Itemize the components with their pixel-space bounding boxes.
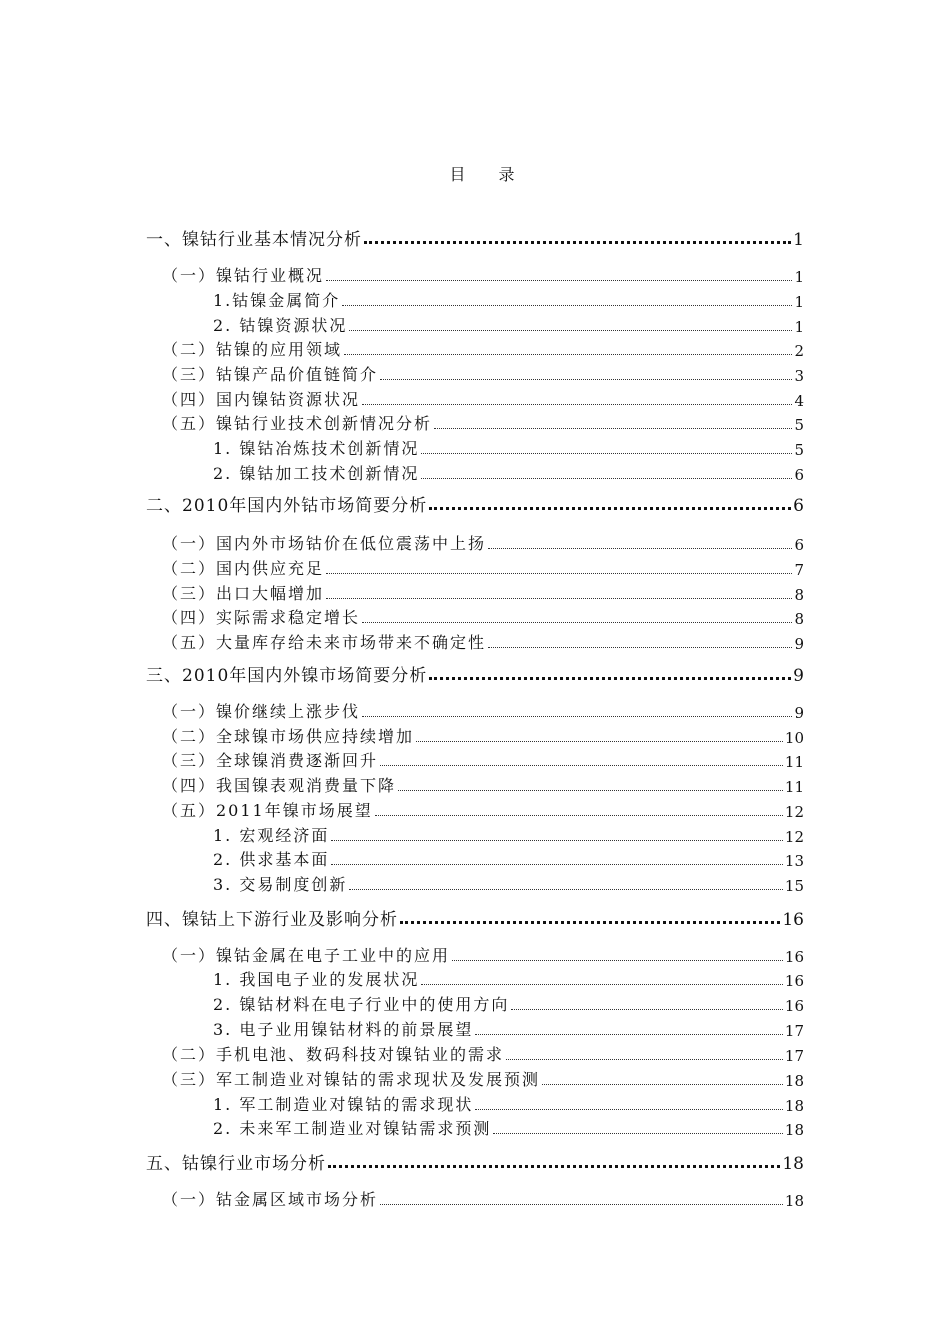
toc-entry-label: （三）全球镍消费逐渐回升	[162, 751, 379, 770]
toc-entry-page-number: 1	[794, 268, 804, 286]
toc-entry-label: 2. 未来军工制造业对镍钴需求预测	[213, 1119, 492, 1138]
toc-entry-page-number: 1	[794, 293, 804, 311]
toc-entry-page-number: 10	[784, 729, 804, 747]
toc-entry[interactable]	[0, 386, 950, 410]
toc-entry[interactable]	[0, 942, 950, 966]
toc-entry[interactable]	[0, 410, 950, 434]
toc-title: 目 录	[449, 165, 529, 184]
toc-entry-page-number: 18	[784, 1192, 804, 1210]
dot-leader	[493, 1133, 783, 1134]
toc-entry-label: （三）钴镍产品价值链简介	[162, 365, 379, 384]
toc-entry-label: 1.钴镍金属简介	[213, 291, 341, 310]
dot-leader	[475, 1109, 783, 1110]
toc-entry-page-number: 3	[794, 367, 804, 385]
toc-entry[interactable]	[0, 797, 950, 821]
toc-entry-label: （二）国内供应充足	[162, 559, 325, 578]
toc-entry-page-number: 18	[784, 1097, 804, 1115]
toc-entry[interactable]	[0, 772, 950, 796]
dot-leader	[328, 1165, 780, 1168]
dot-leader	[429, 507, 791, 510]
toc-entry[interactable]	[0, 312, 950, 336]
dot-leader	[331, 840, 783, 841]
toc-entry-label: （四）我国镍表观消费量下降	[162, 776, 397, 795]
toc-entry-page-number: 15	[784, 877, 804, 895]
toc-entry-page-number: 6	[793, 496, 804, 516]
dot-leader	[349, 330, 792, 331]
toc-entry-label: 2. 镍钴材料在电子行业中的使用方向	[213, 995, 510, 1014]
toc-entry[interactable]	[0, 262, 950, 286]
toc-entry-label: 1. 我国电子业的发展状况	[213, 970, 420, 989]
toc-entry-label: （一）镍价继续上涨步伐	[162, 702, 361, 721]
toc-entry-label: 3. 交易制度创新	[213, 875, 348, 894]
toc-entry-label: （二）全球镍市场供应持续增加	[162, 727, 415, 746]
toc-entry-label: （一）钴金属区域市场分析	[162, 1190, 379, 1209]
dot-leader	[434, 428, 792, 429]
dot-leader	[380, 765, 783, 766]
dot-leader	[364, 241, 791, 244]
dot-leader	[475, 1034, 783, 1035]
toc-entry-page-number: 9	[794, 704, 804, 722]
toc-entry-page-number: 18	[782, 1154, 804, 1174]
toc-entry-label: （三）出口大幅增加	[162, 584, 325, 603]
toc-entry-page-number: 17	[784, 1047, 804, 1065]
toc-entry-page-number: 11	[784, 753, 804, 771]
toc-entry-page-number: 5	[794, 416, 804, 434]
dot-leader	[452, 960, 783, 961]
toc-entry-page-number: 18	[784, 1121, 804, 1139]
toc-entry-page-number: 6	[794, 466, 804, 484]
toc-entry-label: 五、钴镍行业市场分析	[146, 1154, 326, 1174]
toc-entry[interactable]	[0, 846, 950, 870]
toc-entry-label: 2. 钴镍资源状况	[213, 316, 348, 335]
dot-leader	[429, 677, 791, 680]
toc-entry[interactable]	[0, 662, 950, 686]
toc-entry[interactable]	[0, 361, 950, 385]
dot-leader	[488, 647, 792, 648]
toc-entry[interactable]	[0, 747, 950, 771]
toc-entry-label: 2. 镍钴加工技术创新情况	[213, 464, 420, 483]
toc-entry[interactable]	[0, 906, 950, 930]
toc-entry-page-number: 16	[784, 972, 804, 990]
toc-entry-page-number: 7	[794, 561, 804, 579]
toc-entry-label: （五）镍钴行业技术创新情况分析	[162, 414, 433, 433]
toc-entry[interactable]	[0, 555, 950, 579]
toc-entry-page-number: 9	[793, 666, 804, 686]
dot-leader	[511, 1009, 783, 1010]
toc-entry[interactable]	[0, 698, 950, 722]
dot-leader	[380, 1204, 783, 1205]
toc-entry[interactable]	[0, 1150, 950, 1174]
toc-entry[interactable]	[0, 1115, 950, 1139]
toc-entry-page-number: 2	[794, 342, 804, 360]
toc-entry-label: 二、2010年国内外钴市场简要分析	[146, 496, 428, 516]
toc-entry[interactable]	[0, 336, 950, 360]
toc-entry-label: （四）国内镍钴资源状况	[162, 390, 361, 409]
toc-entry-label: 3. 电子业用镍钴材料的前景展望	[213, 1020, 474, 1039]
toc-entry-label: 一、镍钴行业基本情况分析	[146, 230, 362, 250]
dot-leader	[344, 354, 792, 355]
toc-entry-label: （五）大量库存给未来市场带来不确定性	[162, 633, 487, 652]
toc-entry-page-number: 11	[784, 778, 804, 796]
dot-leader	[331, 864, 783, 865]
dot-leader	[421, 453, 792, 454]
toc-entry-label: 2. 供求基本面	[213, 850, 330, 869]
toc-entry-label: （一）镍钴行业概况	[162, 266, 325, 285]
toc-entry[interactable]	[0, 1091, 950, 1115]
toc-entry[interactable]	[0, 1066, 950, 1090]
dot-leader	[362, 716, 792, 717]
toc-entry-page-number: 8	[794, 610, 804, 628]
dot-leader	[342, 305, 792, 306]
dot-leader	[421, 984, 783, 985]
toc-entry[interactable]	[0, 822, 950, 846]
toc-entry[interactable]	[0, 604, 950, 628]
dot-leader	[326, 598, 792, 599]
toc-entry-page-number: 12	[784, 828, 804, 846]
toc-entry[interactable]	[0, 435, 950, 459]
toc-entry[interactable]	[0, 1016, 950, 1040]
toc-entry-label: 三、2010年国内外镍市场简要分析	[146, 666, 428, 686]
toc-entry-page-number: 16	[784, 948, 804, 966]
toc-entry[interactable]	[0, 966, 950, 990]
toc-entry[interactable]	[0, 1186, 950, 1210]
toc-entry-page-number: 5	[794, 441, 804, 459]
toc-entry-page-number: 1	[793, 230, 804, 250]
toc-entry-page-number: 16	[782, 910, 804, 930]
toc-entry-label: （二）钴镍的应用领域	[162, 340, 343, 359]
toc-entry-page-number: 17	[784, 1022, 804, 1040]
dot-leader	[400, 921, 780, 924]
dot-leader	[326, 280, 792, 281]
dot-leader	[416, 741, 783, 742]
dot-leader	[362, 622, 792, 623]
toc-entry-page-number: 8	[794, 586, 804, 604]
dot-leader	[380, 379, 792, 380]
toc-entry[interactable]	[0, 871, 950, 895]
dot-leader	[326, 573, 792, 574]
dot-leader	[506, 1059, 783, 1060]
toc-entry[interactable]	[0, 629, 950, 653]
dot-leader	[375, 815, 783, 816]
toc-entry-page-number: 12	[784, 803, 804, 821]
toc-entry-label: （二）手机电池、数码科技对镍钴业的需求	[162, 1045, 505, 1064]
toc-entry[interactable]	[0, 991, 950, 1015]
dot-leader	[362, 404, 792, 405]
toc-entry-page-number: 13	[784, 852, 804, 870]
toc-entry[interactable]	[0, 530, 950, 554]
toc-entry[interactable]	[0, 287, 950, 311]
toc-entry-page-number: 6	[794, 536, 804, 554]
toc-entry[interactable]	[0, 1041, 950, 1065]
toc-entry-label: （一）镍钴金属在电子工业中的应用	[162, 946, 451, 965]
toc-entry-page-number: 18	[784, 1072, 804, 1090]
toc-entry-label: 1. 镍钴冶炼技术创新情况	[213, 439, 420, 458]
toc-entry-page-number: 9	[794, 635, 804, 653]
toc-entry-label: 1. 军工制造业对镍钴的需求现状	[213, 1095, 474, 1114]
toc-entry-label: （一）国内外市场钴价在低位震荡中上扬	[162, 534, 487, 553]
dot-leader	[349, 889, 783, 890]
toc-entry-label: 四、镍钴上下游行业及影响分析	[146, 910, 398, 930]
dot-leader	[398, 790, 783, 791]
toc-entry-label: （五）2011年镍市场展望	[162, 801, 373, 820]
toc-entry-page-number: 4	[794, 392, 804, 410]
toc-entry[interactable]	[0, 580, 950, 604]
toc-entry-label: （四）实际需求稳定增长	[162, 608, 361, 627]
toc-entry[interactable]	[0, 723, 950, 747]
toc-entry[interactable]	[0, 460, 950, 484]
toc-entry-page-number: 16	[784, 997, 804, 1015]
toc-entry-label: （三）军工制造业对镍钴的需求现状及发展预测	[162, 1070, 541, 1089]
dot-leader	[488, 548, 792, 549]
toc-entry-page-number: 1	[794, 318, 804, 336]
dot-leader	[421, 478, 792, 479]
dot-leader	[542, 1084, 783, 1085]
toc-entry[interactable]	[0, 492, 950, 516]
toc-entry-label: 1. 宏观经济面	[213, 826, 330, 845]
toc-entry[interactable]	[0, 226, 950, 250]
